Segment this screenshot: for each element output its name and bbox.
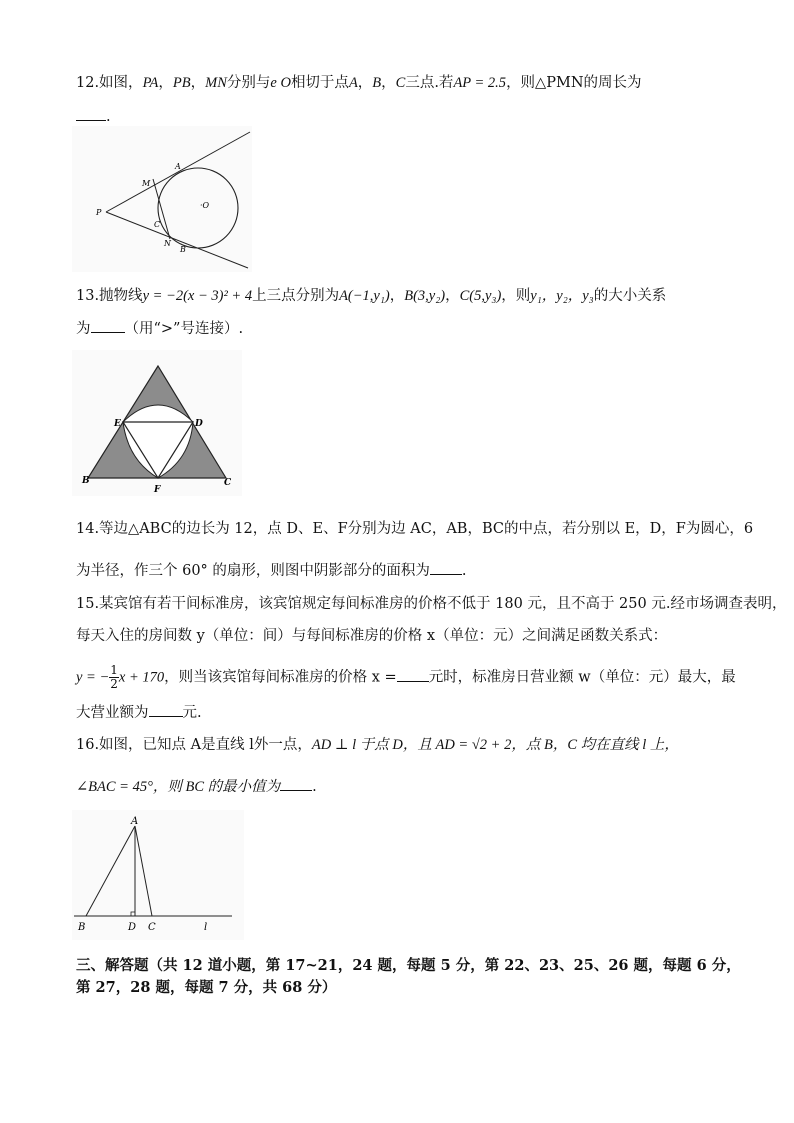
q13-line2: 为 （用“>”号连接）. [76,318,243,339]
label-l: l [204,922,208,933]
q14-line1: 14.等边△ABC的边长为 12，点 D、E、F分别为边 AC，AB，BC的中点，若分别以 E，D，F为圆心，6 [76,521,754,537]
q15-line3: y = − $\frac{1}{2}$ x + 170，则当该宾馆每间标准房的价格 x = 元时，标准房日营业额 w（单位：元）最大，最 [76,663,736,691]
figure-q14 [72,350,242,496]
label-m: M [142,179,151,188]
fraction-half: $\frac{1}{2}$ [110,663,118,691]
label-f: F [154,485,161,495]
q13-answer-blank[interactable] [91,318,125,333]
q14-line2: 为半径，作三个 60° 的扇形，则图中阴影部分的面积为 . [76,560,467,581]
label-o: ·O [200,201,210,210]
q14-answer-blank[interactable] [430,560,462,575]
q12-text: 12.如图，PA，PB，MN分别与e O相切于点A，B，C三点.若AP = 2.5，则△PMN的周长为 [76,75,642,91]
label-d: D [195,419,203,429]
label-c: C [224,478,232,488]
label-p: P [96,208,102,217]
label-a: A [131,816,139,827]
figure-q12 [72,126,252,272]
label-b: B [78,922,86,933]
section3-line1: 三、解答题（共 12 道小题，第 17~21，24 题，每题 5 分，第 22、23、25、26 题，每题 6 分， [76,957,741,974]
q15-line4: 大营业额为 元. [76,702,202,723]
label-e: E [114,419,121,429]
figure-q16 [72,810,244,940]
q16-line1: 16.如图，已知点 A是直线 l外一点，AD ⊥ l 于点 D，且 AD = √2 + 2，点 B，C 均在直线 l 上， [76,737,679,753]
q15-line1: 15.某宾馆有若干间标准房，该宾馆规定每间标准房的价格不低于 180 元，且不高于 250 元.经市场调查表明， [76,596,787,612]
q13-line1: 13.抛物线y = −2(x − 3)² + 4上三点分别为A(−1,y₁)，B(3,y₂)，C(5,y₃)，则y₁，y₂，y₃的大小关系 [76,288,667,304]
label-c: C [154,220,161,229]
q12-answer-line: . [76,106,111,127]
q16-line2: ∠BAC = 45°，则 BC 的最小值为 . [76,776,317,797]
label-a: A [175,162,181,171]
label-d: D [128,922,137,933]
q15-price-blank[interactable] [397,667,429,682]
q15-line2: 每天入住的房间数 y（单位：间）与每间标准房的价格 x（单位：元）之间满足函数关系式： [76,628,668,644]
label-b: B [82,476,90,486]
q15-revenue-blank[interactable] [149,702,183,717]
label-n: N [164,239,171,248]
label-b: B [180,245,186,254]
label-c: C [148,922,156,933]
section3-line2: 第 27，28 题，每题 7 分，共 68 分） [76,979,337,996]
q12-answer-blank[interactable] [76,106,106,121]
q16-answer-blank[interactable] [280,776,312,791]
